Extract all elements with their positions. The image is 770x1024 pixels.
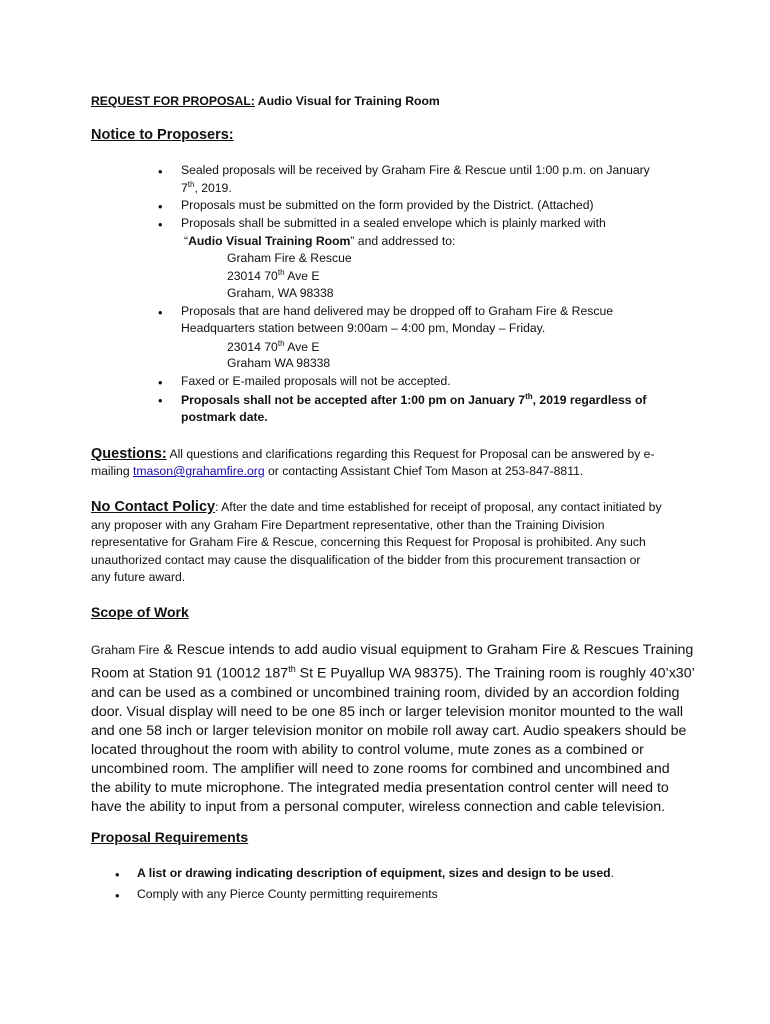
notice-heading: Notice to Proposers: [91, 127, 234, 143]
requirements-heading: Proposal Requirements [91, 829, 249, 845]
bullet-icon: • [158, 305, 163, 320]
notice-bullet-1-line-1: Sealed proposals will be received by Graham Fire & Rescue until 1:00 p.m. on January [181, 163, 650, 177]
questions-line-2: mailing tmason@grahamfire.org or contacting Assistant Chief Tom Mason at 253-847-8811. [91, 464, 584, 478]
requirement-1: A list or drawing indicating description of equipment, sizes and design to be used. [137, 866, 614, 880]
scope-line-8: the ability to mute microphone. The integrated media presentation control center will need to [91, 779, 669, 796]
no-contact-line-3: representative for Graham Fire & Rescue, concerning this Request for Proposal is prohibited. Any such [91, 535, 646, 549]
email-link[interactable]: tmason@grahamfire.org [133, 464, 265, 478]
bullet-icon: • [158, 393, 163, 408]
address-2-street: 23014 70th Ave E [227, 339, 320, 355]
bullet-icon: • [158, 375, 163, 390]
address-2-city: Graham WA 98338 [227, 356, 331, 370]
scope-line-3: and can be used as a combined or uncombined training room, divided by an accordion folding [91, 684, 680, 701]
scope-line-7: uncombined room. The amplifier will need to zone rooms for combined and uncombined and [91, 760, 670, 777]
title-text: Audio Visual for Training Room [254, 94, 440, 108]
scope-line-9: have the ability to input from a personal computer, wireless connection and cable television. [91, 798, 666, 815]
questions-heading: Questions: [91, 446, 167, 462]
no-contact-heading: No Contact Policy [91, 499, 216, 515]
scope-heading: Scope of Work [91, 604, 189, 620]
questions-line-1: Questions: All questions and clarifications regarding this Request for Proposal can be answered by e- [91, 446, 655, 462]
bullet-icon: • [158, 217, 163, 232]
bullet-icon: • [115, 867, 120, 882]
bullet-icon: • [158, 164, 163, 179]
notice-bullet-4-line-1: Proposals that are hand delivered may be dropped off to Graham Fire & Rescue [181, 304, 613, 318]
notice-bullet-2: Proposals must be submitted on the form provided by the District. (Attached) [181, 198, 594, 212]
scope-line-2: Room at Station 91 (10012 187th St E Puyallup WA 98375). The Training room is roughly 40’x30’ [91, 664, 695, 682]
address-1-name: Graham Fire & Rescue [227, 251, 352, 265]
address-1-street: 23014 70th Ave E [227, 268, 320, 284]
notice-bullet-6-line-1: Proposals shall not be accepted after 1:00 pm on January 7th, 2019 regardless of [181, 392, 647, 408]
no-contact-line-5: any future award. [91, 570, 186, 584]
no-contact-line-2: any proposer with any Graham Fire Department representative, other than the Training Division [91, 518, 605, 532]
scope-line-6: located throughout the room with ability to control volume, mute zones as a combined or [91, 741, 644, 758]
bullet-icon: • [158, 199, 163, 214]
notice-bullet-3-line-1: Proposals shall be submitted in a sealed envelope which is plainly marked with [181, 216, 606, 230]
bullet-icon: • [115, 888, 120, 903]
notice-bullet-6-line-2: postmark date. [181, 410, 268, 424]
scope-line-1: Graham Fire & Rescue intends to add audio visual equipment to Graham Fire & Rescues Training [91, 642, 694, 658]
scope-line-4: door. Visual display will need to be one 85 inch or larger television monitor mounted to the wall [91, 703, 684, 720]
document-title [91, 94, 440, 108]
requirement-2: Comply with any Pierce County permitting requirements [137, 887, 438, 901]
scope-paragraph [91, 641, 695, 817]
no-contact-line-4: unauthorized contact may cause the disqualification of the bidder from this procurement transaction or [91, 553, 641, 567]
no-contact-line-1: No Contact Policy: After the date and time established for receipt of proposal, any contact initiated by [91, 499, 662, 515]
notice-bullet-3-line-2: “Audio Visual Training Room” and addressed to: [184, 234, 456, 248]
notice-bullet-4-line-2: Headquarters station between 9:00am – 4:00 pm, Monday – Friday. [181, 321, 546, 335]
title-label: REQUEST FOR PROPOSAL: [91, 94, 255, 108]
notice-bullet-1-line-2: 7th, 2019. [181, 180, 232, 196]
scope-line-5: and one 58 inch or larger television monitor on mobile roll away cart. Audio speakers should be [91, 722, 687, 739]
address-1-city: Graham, WA 98338 [227, 286, 334, 300]
notice-bullet-5: Faxed or E-mailed proposals will not be accepted. [181, 374, 451, 388]
